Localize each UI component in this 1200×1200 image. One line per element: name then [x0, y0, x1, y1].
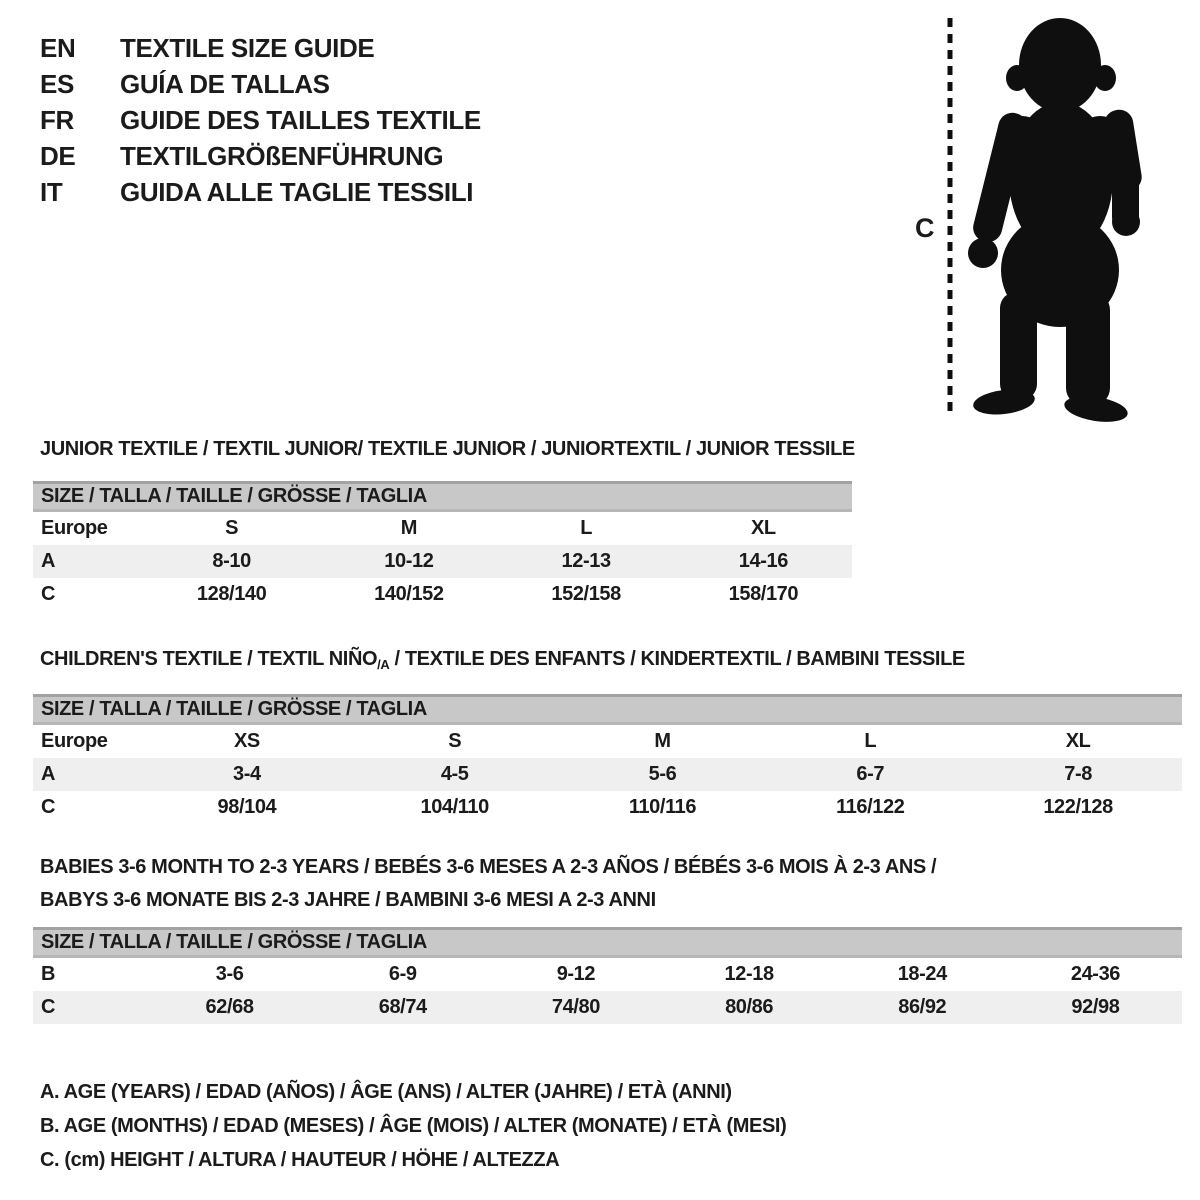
section-children	[33, 643, 1182, 824]
language-code: FR	[40, 105, 74, 135]
size-cell: 5-6	[648, 763, 677, 785]
size-cell: 80/86	[725, 996, 774, 1018]
toddler-figure	[900, 10, 1160, 422]
legend-line: C. (cm) HEIGHT / ALTURA / HAUTEUR / HÖHE / ALTEZZA	[40, 1149, 560, 1171]
size-cell: 152/158	[551, 583, 621, 605]
section-title-babies	[33, 851, 1182, 917]
size-cell: 158/170	[728, 583, 799, 605]
table-header: SIZE / TALLA / TAILLE / GRÖSSE / TAGLIA	[33, 481, 852, 512]
size-cell: L	[580, 517, 593, 539]
language-item	[40, 30, 481, 66]
size-cell: 104/110	[420, 796, 489, 818]
section-title-text: CHILDREN'S TEXTILE / TEXTIL NIÑO	[40, 648, 378, 670]
table-row	[33, 791, 1182, 824]
section-title-text: BABIES 3-6 MONTH TO 2-3 YEARS / BEBÉS 3-6 MESES A 2-3 AÑOS / BÉBÉS 3-6 MOIS À 2-3 ANS /	[40, 856, 937, 878]
size-cell: 7-8	[1064, 763, 1092, 785]
row-label: A	[41, 550, 56, 572]
table-row	[33, 958, 1182, 991]
language-item	[40, 66, 481, 102]
row-label: B	[41, 963, 56, 985]
language-title-list	[40, 30, 481, 210]
size-cell: M	[654, 730, 671, 752]
language-label: GUÍA DE TALLAS	[120, 69, 330, 99]
size-cell: 122/128	[1043, 796, 1113, 818]
row-label: C	[41, 796, 56, 818]
size-cell: S	[448, 730, 462, 752]
size-cell: 98/104	[217, 796, 277, 818]
language-label: GUIDA ALLE TAGLIE TESSILI	[120, 177, 474, 207]
size-cell: L	[864, 730, 877, 752]
section-title-line	[40, 851, 1182, 884]
size-cell: 86/92	[898, 996, 947, 1018]
row-label: C	[41, 996, 56, 1018]
language-item	[40, 138, 481, 174]
size-cell: 24-36	[1070, 963, 1121, 985]
size-cell: 6-9	[388, 963, 417, 985]
size-cell: XL	[750, 517, 776, 539]
size-cell: 14-16	[738, 550, 788, 572]
size-cell: XS	[233, 730, 260, 752]
language-label: TEXTILGRÖßENFÜHRUNG	[120, 141, 444, 171]
language-item	[40, 102, 481, 138]
legend-line: B. AGE (MONTHS) / EDAD (MESES) / ÂGE (MOIS) / ALTER (MONATE) / ETÀ (MESI)	[40, 1115, 787, 1137]
size-cell: 6-7	[856, 763, 885, 785]
size-cell: 62/68	[205, 996, 254, 1018]
table-row	[33, 545, 852, 578]
table-header: SIZE / TALLA / TAILLE / GRÖSSE / TAGLIA	[33, 694, 1182, 725]
toddler-silhouette	[968, 18, 1144, 422]
section-junior	[33, 433, 855, 611]
size-cell: 74/80	[551, 996, 600, 1018]
size-cell: XL	[1065, 730, 1091, 752]
size-cell: 8-10	[212, 550, 251, 572]
children-size-table	[33, 694, 1182, 824]
section-title-line	[40, 884, 1182, 917]
table-row	[33, 758, 1182, 791]
row-label: Europe	[41, 730, 108, 752]
language-label: GUIDE DES TAILLES TEXTILE	[120, 105, 481, 135]
size-cell: 12-18	[724, 963, 774, 985]
section-title-text: / TEXTILE DES ENFANTS / KINDERTEXTIL / BAMBINI TESSILE	[389, 648, 965, 670]
table-row	[33, 512, 852, 545]
size-cell: 68/74	[378, 996, 427, 1018]
language-item	[40, 174, 481, 210]
size-cell: 140/152	[374, 583, 444, 605]
section-title-text: JUNIOR TEXTILE / TEXTIL JUNIOR/ TEXTILE JUNIOR / JUNIORTEXTIL / JUNIOR TESSILE	[40, 438, 855, 460]
row-label: Europe	[41, 517, 108, 539]
legend	[40, 1075, 786, 1177]
section-title-text: /A	[377, 657, 390, 672]
size-cell: 92/98	[1071, 996, 1120, 1018]
row-label: C	[41, 583, 56, 605]
size-cell: 4-5	[440, 763, 469, 785]
size-cell: 10-12	[384, 550, 434, 572]
language-code: DE	[40, 141, 76, 171]
table-row	[33, 991, 1182, 1024]
size-cell: 128/140	[196, 583, 267, 605]
size-cell: 18-24	[897, 963, 947, 985]
table-header: SIZE / TALLA / TAILLE / GRÖSSE / TAGLIA	[33, 927, 1182, 958]
size-cell: 12-13	[561, 550, 611, 572]
section-title-children	[33, 643, 1182, 681]
section-title-line	[40, 433, 855, 466]
row-label: A	[41, 763, 56, 785]
size-cell: 3-6	[215, 963, 244, 985]
height-measure-label: C	[915, 213, 935, 243]
table-row	[33, 578, 852, 611]
size-cell: S	[225, 517, 239, 539]
language-label: TEXTILE SIZE GUIDE	[120, 33, 375, 63]
section-title-junior	[33, 433, 855, 466]
table-row	[33, 725, 1182, 758]
size-cell: 116/122	[836, 796, 905, 818]
section-title-text: BABYS 3-6 MONATE BIS 2-3 JAHRE / BAMBINI 3-6 MESI A 2-3 ANNI	[40, 889, 656, 911]
size-cell: 9-12	[556, 963, 596, 985]
size-cell: 110/116	[628, 796, 697, 818]
language-code: IT	[40, 177, 63, 207]
section-title-line	[40, 643, 1182, 681]
section-babies	[33, 851, 1182, 1024]
babies-size-table	[33, 927, 1182, 1024]
junior-size-table	[33, 481, 852, 611]
language-code: ES	[40, 69, 74, 99]
language-code: EN	[40, 33, 76, 63]
legend-line: A. AGE (YEARS) / EDAD (AÑOS) / ÂGE (ANS) / ALTER (JAHRE) / ETÀ (ANNI)	[40, 1081, 732, 1103]
size-cell: M	[400, 517, 417, 539]
size-cell: 3-4	[233, 763, 261, 785]
